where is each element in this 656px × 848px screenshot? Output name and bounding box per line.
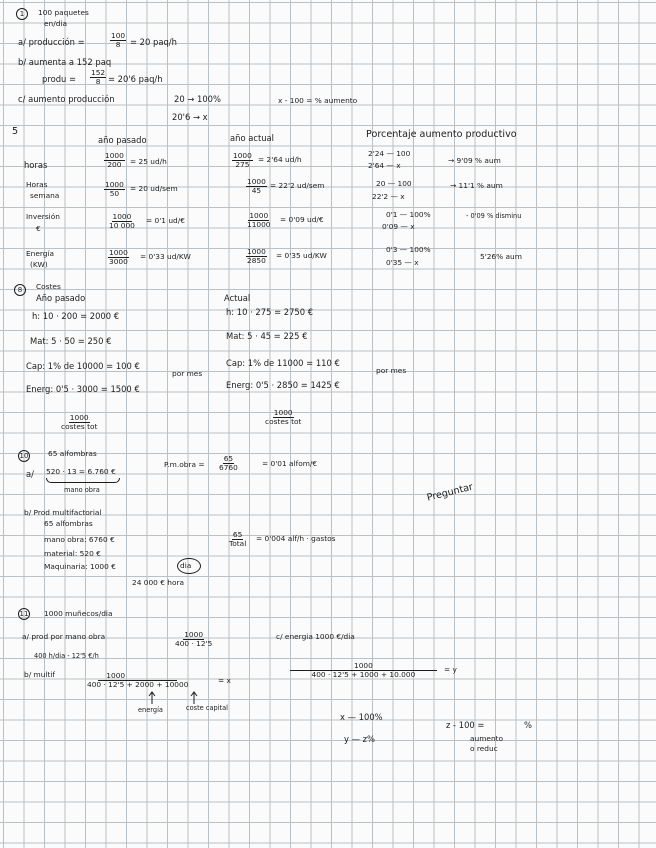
s1-a-label: a/ producción =: [18, 37, 85, 47]
s5-b-num: 1000: [98, 672, 177, 681]
s2-row4-past-den: 3000: [109, 257, 128, 266]
s5-c-label: c/ energia 1000 €/dia: [276, 632, 355, 641]
s5-a-label: a/ prod por mano obra: [22, 632, 106, 641]
s3-now-cap-2: por mes: [376, 366, 407, 375]
s2-row2-now-res: = 22'2 ud/sem: [270, 181, 325, 190]
s2-row3-now-num: 1000: [249, 211, 269, 220]
s4-a-under: mano obra: [64, 486, 100, 494]
s5-rule3-pct: %: [524, 720, 532, 730]
s2-header-now: año actual: [230, 133, 275, 143]
s5-rule5: o reduc: [470, 744, 498, 753]
s2-row1-pct1: 2'24 — 100: [368, 149, 411, 158]
s3-title: Costes: [36, 282, 61, 291]
s5-rule3: z - 100 =: [446, 720, 485, 730]
s3-now-energ: Energ: 0'5 · 2850 = 1425 €: [226, 380, 340, 390]
s1-a-result: = 20 paq/h: [130, 37, 177, 47]
s5-a-den: 400 · 12'5: [175, 639, 213, 648]
s1-c-rule2: 20'6 → x: [172, 112, 208, 122]
s5-b-arrow-capital: coste capital: [186, 704, 228, 712]
s2-row3-past-num: 1000: [112, 212, 132, 221]
s2-row3-label: Inversión: [26, 212, 60, 221]
s2-row1-now-den: 275: [235, 160, 250, 169]
section-1-marker: 1: [16, 8, 28, 20]
s1-c-rule1: 20 → 100%: [174, 94, 221, 104]
s1-a-num: 100: [111, 31, 126, 40]
s2-row4-pct2: 0'35 — x: [386, 258, 419, 267]
s1-b-den: 8: [95, 77, 101, 86]
s5-c-result: = y: [444, 665, 457, 674]
s1-b-num: 152: [91, 68, 106, 77]
s2-row4-pct1: 0'3 — 100%: [386, 245, 431, 254]
s4-b-line2: mano obra: 6760 €: [44, 535, 115, 544]
s2-row4-past-res: = 0'33 ud/KW: [140, 252, 191, 261]
s2-row3-pct1: 0'1 — 100%: [386, 210, 431, 219]
s1-intro: 100 paquetes: [38, 8, 89, 17]
s5-rule1: x — 100%: [340, 712, 383, 722]
s4-b-line3: material: 520 €: [44, 549, 101, 558]
s5-b-label: b/ multif: [24, 670, 56, 679]
s5-intro: 1000 muñecos/dia: [44, 609, 113, 618]
s3-now-frac-den: costes tot: [265, 417, 302, 426]
s1-b-result: = 20'6 paq/h: [108, 74, 163, 84]
s2-row1-now-res: = 2'64 ud/h: [258, 155, 302, 164]
s2-row1-result: → 9'09 % aum: [448, 156, 501, 165]
s2-row2-result: → 11'1 % aum: [450, 181, 503, 190]
s3-past-cap-2: por mes: [172, 369, 203, 378]
s3-past-energ: Energ: 0'5 · 3000 = 1500 €: [26, 384, 140, 394]
s2-row4-result: 5'26% aum: [480, 252, 522, 261]
s2-row1-past-den: 200: [107, 160, 122, 169]
s2-row4-now-num: 1000: [247, 247, 266, 256]
s5-b-den: 400 · 12'5 + 2000 + 10000: [87, 680, 189, 689]
s3-past-header: Año pasado: [36, 293, 86, 303]
s2-row3-now-den: 11000: [247, 220, 271, 229]
s2-row4-now-den: 2850: [247, 256, 266, 265]
s2-row1-label: horas: [24, 160, 48, 170]
s2-row2-past-num: 1000: [105, 180, 124, 189]
s4-note-preguntar: Preguntar: [425, 481, 475, 504]
s4-b-line4: Maquinaria: 1000 €: [44, 562, 116, 571]
s4-b-result: = 0'004 alf/h · gastos: [256, 534, 336, 543]
s5-rule2: y — z%: [344, 734, 376, 744]
s3-past-cap: Cap: 1% de 10000 = 100 €: [26, 361, 140, 371]
s5-rule4: aumento: [470, 734, 504, 743]
s2-row2-past-res: = 20 ud/sem: [130, 184, 178, 193]
s1-intro-2: en/dia: [44, 19, 67, 28]
s1-c-label: c/ aumento producción: [18, 94, 115, 104]
s3-past-frac-num: 1000: [69, 413, 89, 422]
s2-row2-label-2: semana: [30, 191, 60, 200]
s5-b-result: = x: [218, 676, 231, 685]
section-5-marker: 5: [12, 126, 19, 137]
s4-b-dia: dia: [180, 561, 192, 570]
s2-row3-past-res: = 0'1 ud/€: [146, 216, 185, 225]
s5-c-den: 400 · 12'5 + 1000 + 10.000: [311, 670, 416, 679]
s5-c-num: 1000: [290, 662, 437, 671]
s3-now-frac-num: 1000: [273, 408, 293, 417]
s2-row2-pct2: 22'2 — x: [372, 192, 405, 201]
s2-row1-past-num: 1000: [105, 151, 124, 160]
section-10-marker: 10: [19, 452, 29, 460]
s3-now-cap: Cap: 1% de 11000 = 110 €: [226, 358, 340, 368]
section-11-marker: 11: [19, 610, 29, 618]
s4-a-pmo: P.m.obra =: [164, 460, 205, 469]
s1-b-label: b/ aumenta a 152 paq: [18, 57, 112, 67]
s2-row3-pct2: 0'09 — x: [382, 222, 415, 231]
s2-row4-now-res: = 0'35 ud/KW: [276, 251, 327, 260]
s4-a-result: = 0'01 alfom/€: [262, 459, 318, 468]
s3-past-frac-den: costes tot: [61, 422, 98, 431]
s5-a-sub: 400 h/dia - 12'5 €/h: [34, 652, 99, 660]
s2-row3-now-res: = 0'09 ud/€: [280, 215, 324, 224]
s3-now-h: h: 10 · 275 = 2750 €: [226, 307, 314, 317]
s3-now-mat: Mat: 5 · 45 = 225 €: [226, 331, 308, 341]
s2-row4-past-num: 1000: [109, 248, 128, 257]
s2-row2-now-num: 1000: [247, 177, 266, 186]
s1-a-den: 8: [115, 40, 121, 49]
s2-row4-label-2: (KW): [30, 260, 48, 269]
s1-b-prod: produ =: [42, 74, 77, 84]
s2-header-past: año pasado: [98, 135, 147, 145]
s3-past-mat: Mat: 5 · 50 = 250 €: [30, 336, 112, 346]
s2-row3-result: - 0'09 % disminu: [466, 212, 522, 220]
s2-row3-past-den: 10 000: [109, 221, 135, 230]
s4-a-num: 65: [223, 454, 234, 463]
s4-b-line5: 24 000 € hora: [132, 578, 185, 587]
s4-b-line1: 65 alfombras: [44, 519, 93, 528]
s2-header-pct: Porcentaje aumento productivo: [366, 129, 517, 140]
s2-row4-label: Energía: [26, 249, 55, 258]
s5-a-num: 1000: [184, 630, 204, 639]
s2-row1-pct2: 2'64 — x: [368, 161, 401, 170]
s2-row2-now-den: 45: [251, 186, 262, 195]
s2-row2-label: Horas: [26, 180, 48, 189]
s2-row1-past-res: = 25 ud/h: [130, 157, 167, 166]
s4-a-den: 6760: [219, 463, 238, 472]
s2-row2-pct1: 20 — 100: [376, 179, 412, 188]
s2-row1-now-num: 1000: [233, 151, 252, 160]
s4-a-label: a/: [26, 469, 34, 479]
s2-row3-label-2: €: [36, 224, 41, 233]
s3-past-h: h: 10 · 200 = 2000 €: [32, 311, 120, 321]
s4-intro: 65 alfombras: [48, 449, 97, 458]
s1-c-note: x - 100 = % aumento: [278, 96, 358, 105]
s2-row2-past-den: 50: [109, 189, 120, 198]
s5-b-arrow-energia: energía: [138, 706, 163, 714]
s4-b-den: Total: [229, 539, 247, 548]
s3-now-header: Actual: [224, 293, 251, 303]
s4-b-num: 65: [232, 530, 243, 539]
section-8-marker: 8: [14, 284, 26, 296]
s4-a-calc: 520 · 13 = 6.760 €: [46, 467, 116, 476]
s4-b-label: b/ Prod multifactorial: [24, 508, 102, 517]
